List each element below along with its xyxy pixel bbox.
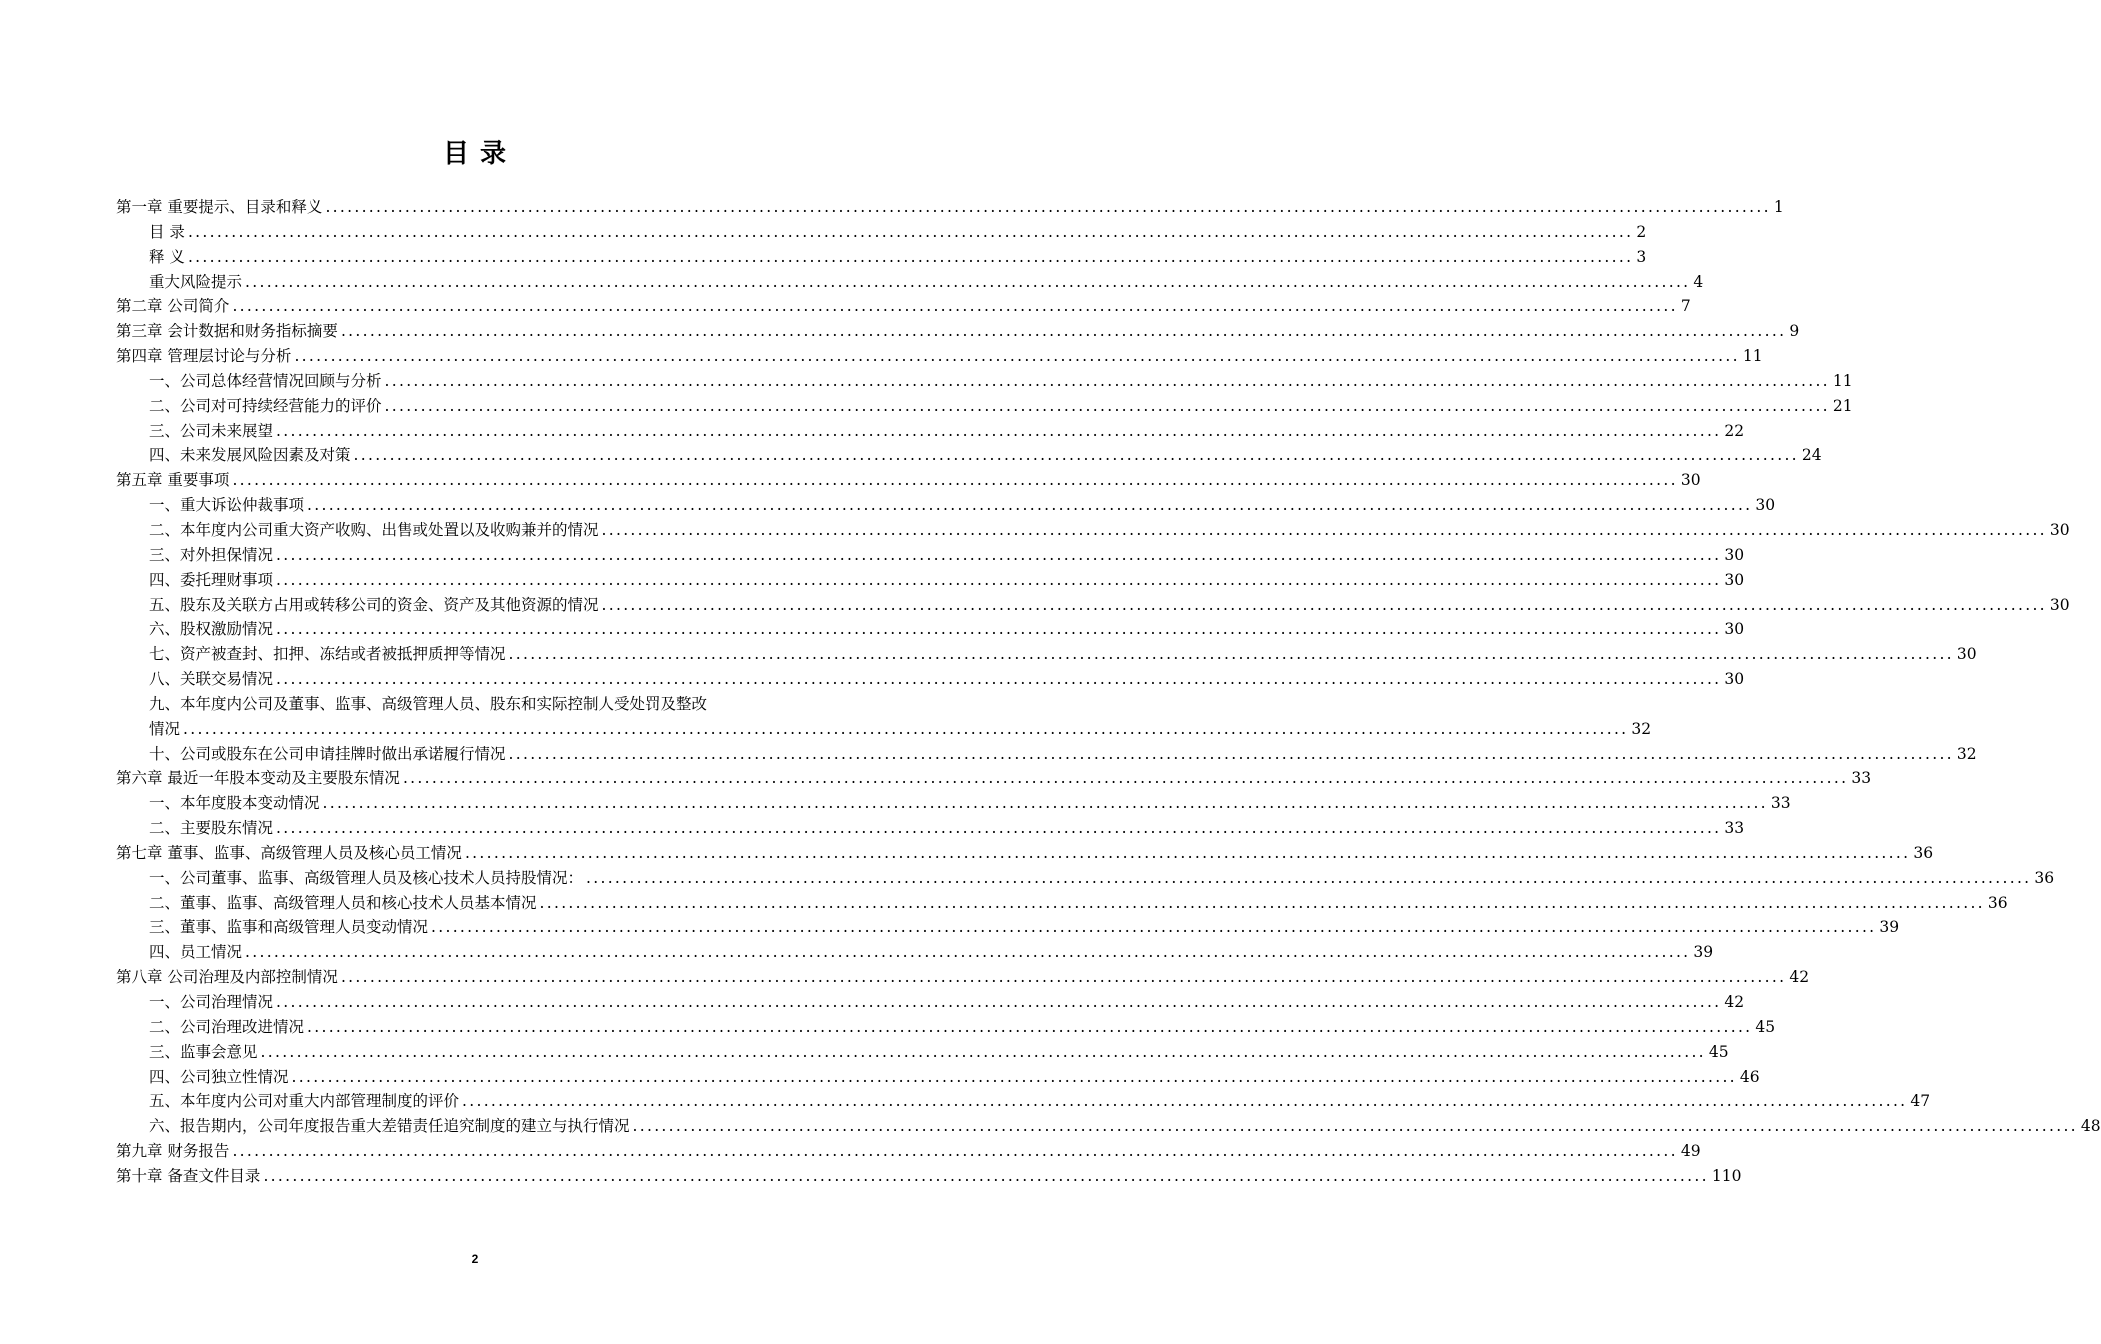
toc-leader-dots: ........................................................................................................................................................................................................ bbox=[263, 1166, 1709, 1185]
toc-entry[interactable] bbox=[116, 841, 1934, 866]
toc-entry-page: 30 bbox=[1956, 645, 1977, 664]
toc-entry[interactable] bbox=[116, 965, 1810, 990]
toc-entry-page: 33 bbox=[1851, 769, 1872, 788]
toc-entry-page: 42 bbox=[1789, 968, 1810, 987]
toc-leader-dots: ........................................................................................................................................................................................................ bbox=[232, 1142, 1678, 1161]
toc-leader-dots: ........................................................................................................................................................................................................ bbox=[276, 421, 1722, 440]
toc-entry[interactable] bbox=[116, 344, 1763, 369]
toc-entry-label: 第六章 最近一年股本变动及主要股东情况 bbox=[116, 769, 400, 788]
toc-leader-dots: ........................................................................................................................................................................................................ bbox=[586, 868, 2032, 887]
toc-entry[interactable] bbox=[116, 766, 1872, 791]
toc-entry-label: 三、公司未来展望 bbox=[149, 421, 274, 440]
toc-leader-dots: ........................................................................................................................................................................................................ bbox=[601, 595, 2047, 614]
toc-leader-dots: ........................................................................................................................................................................................................ bbox=[291, 1067, 1737, 1086]
toc-entry-page: 4 bbox=[1693, 272, 1704, 291]
toc-leader-dots: ........................................................................................................................................................................................................ bbox=[508, 645, 1954, 664]
toc-entry-label: 一、重大诉讼仲裁事项 bbox=[149, 496, 305, 515]
toc-leader-dots: ........................................................................................................................................................................................................ bbox=[232, 297, 1678, 316]
toc-leader-dots: ........................................................................................................................................................................................................ bbox=[276, 570, 1722, 589]
toc-entry-page: 32 bbox=[1956, 744, 1977, 763]
toc-entry[interactable] bbox=[116, 866, 2055, 891]
toc-entry[interactable] bbox=[116, 791, 1791, 816]
toc-leader-dots: ........................................................................................................................................................................................................ bbox=[187, 247, 1634, 266]
toc-entry-page: 2 bbox=[1636, 222, 1647, 241]
toc-entry-page: 45 bbox=[1755, 1017, 1776, 1036]
toc-leader-dots: ........................................................................................................................................................................................................ bbox=[539, 893, 1985, 912]
toc-leader-dots: ........................................................................................................................................................................................................ bbox=[232, 471, 1678, 490]
toc-entry-page: 36 bbox=[1913, 843, 1934, 862]
toc-leader-dots: ........................................................................................................................................................................................................ bbox=[384, 371, 1830, 390]
toc-entry[interactable] bbox=[116, 742, 1977, 767]
toc-entry[interactable] bbox=[116, 816, 1745, 841]
toc-entry[interactable] bbox=[116, 990, 1745, 1015]
toc-leader-dots: ........................................................................................................................................................................................................ bbox=[340, 968, 1787, 987]
toc-entry[interactable] bbox=[116, 940, 1714, 965]
toc-entry-label: 情况 bbox=[149, 719, 181, 738]
toc-entry-page: 22 bbox=[1724, 421, 1745, 440]
toc-entry[interactable] bbox=[116, 642, 1977, 667]
toc-leader-dots: ........................................................................................................................................................................................................ bbox=[187, 222, 1634, 241]
toc-entry-label: 第一章 重要提示、目录和释义 bbox=[116, 198, 323, 216]
toc-entry-label: 二、董事、监事、高级管理人员和核心技术人员基本情况 bbox=[149, 893, 537, 912]
toc-entry-page: 30 bbox=[1680, 471, 1701, 490]
toc-entry[interactable] bbox=[116, 1164, 1742, 1189]
toc-entry-label: 四、员工情况 bbox=[149, 943, 243, 962]
page-number: 2 bbox=[471, 1252, 479, 1266]
toc-entry[interactable] bbox=[116, 915, 1900, 940]
toc-entry[interactable] bbox=[116, 468, 1701, 493]
toc-entry-page: 1 bbox=[1773, 198, 1784, 216]
toc-entry-label: 七、资产被查封、扣押、冻结或者被抵押质押等情况 bbox=[149, 645, 506, 664]
toc-entry-label: 三、董事、监事和高级管理人员变动情况 bbox=[149, 918, 429, 937]
toc-entry[interactable] bbox=[116, 419, 1745, 444]
toc-entry-page: 30 bbox=[1724, 545, 1745, 564]
toc-entry[interactable] bbox=[116, 294, 1691, 319]
toc-entry-page: 46 bbox=[1739, 1067, 1760, 1086]
toc-entry-label: 一、公司董事、监事、高级管理人员及核心技术人员持股情况： bbox=[149, 868, 584, 887]
toc-entry-label: 第九章 财务报告 bbox=[116, 1142, 230, 1161]
toc-entry[interactable] bbox=[116, 443, 1822, 468]
toc-entry-page: 36 bbox=[2034, 868, 2055, 887]
toc-entry[interactable] bbox=[116, 220, 1647, 245]
toc-entry-page: 30 bbox=[1724, 570, 1745, 589]
toc-entry-label: 四、公司独立性情况 bbox=[149, 1067, 289, 1086]
toc-entry-label: 重大风险提示 bbox=[149, 272, 243, 291]
toc-leader-dots: ........................................................................................................................................................................................................ bbox=[276, 670, 1722, 689]
toc-entry[interactable] bbox=[116, 270, 1704, 295]
toc-entry[interactable] bbox=[116, 692, 836, 717]
toc-leader-dots: ........................................................................................................................................................................................................ bbox=[464, 843, 1911, 862]
toc-leader-dots: ........................................................................................................................................................................................................ bbox=[340, 322, 1787, 341]
toc-entry-page: 45 bbox=[1708, 1042, 1729, 1061]
toc-leader-dots: ........................................................................................................................................................................................................ bbox=[276, 620, 1722, 639]
toc-entry-page: 30 bbox=[2049, 520, 2070, 539]
table-of-contents bbox=[116, 195, 2101, 1189]
toc-leader-dots: ........................................................................................................................................................................................................ bbox=[245, 272, 1691, 291]
toc-leader-dots: ........................................................................................................................................................................................................ bbox=[632, 1117, 2078, 1136]
toc-entry-page: 48 bbox=[2080, 1117, 2101, 1136]
toc-entry-page: 9 bbox=[1789, 322, 1800, 341]
toc-leader-dots: ........................................................................................................................................................................................................ bbox=[402, 769, 1849, 788]
toc-entry-page: 36 bbox=[1987, 893, 2008, 912]
toc-entry-label: 九、本年度内公司及董事、监事、高级管理人员、股东和实际控制人受处罚及整改 bbox=[149, 694, 708, 713]
toc-entry[interactable] bbox=[116, 617, 1745, 642]
toc-leader-dots: ........................................................................................................................................................................................................ bbox=[276, 545, 1722, 564]
toc-entry[interactable] bbox=[116, 593, 2070, 618]
toc-leader-dots: ........................................................................................................................................................................................................ bbox=[307, 1017, 1753, 1036]
toc-leader-dots: ........................................................................................................................................................................................................ bbox=[508, 744, 1954, 763]
toc-entry[interactable] bbox=[116, 568, 1745, 593]
toc-entry-page: 110 bbox=[1711, 1166, 1742, 1185]
toc-entry[interactable] bbox=[116, 543, 1745, 568]
toc-entry[interactable] bbox=[116, 369, 1853, 394]
toc-entry[interactable] bbox=[116, 667, 1745, 692]
toc-leader-dots: ........................................................................................................................................................................................................ bbox=[601, 520, 2047, 539]
toc-entry[interactable] bbox=[116, 195, 1784, 220]
toc-leader-dots: ........................................................................................................................................................................................................ bbox=[183, 719, 1629, 738]
page-title: 目 录 bbox=[442, 139, 508, 169]
toc-entry-label: 第十章 备查文件目录 bbox=[116, 1166, 261, 1185]
toc-entry-page: 30 bbox=[2049, 595, 2070, 614]
toc-entry-label: 目 录 bbox=[149, 222, 185, 241]
toc-entry-label: 第五章 重要事项 bbox=[116, 471, 230, 490]
toc-entry[interactable] bbox=[116, 891, 2008, 916]
toc-leader-dots: ........................................................................................................................................................................................................ bbox=[276, 819, 1722, 838]
toc-entry-label: 释 义 bbox=[149, 247, 185, 266]
toc-leader-dots: ........................................................................................................................................................................................................ bbox=[462, 1092, 1908, 1111]
toc-entry-page: 11 bbox=[1832, 371, 1853, 390]
toc-entry-label: 第二章 公司简介 bbox=[116, 297, 230, 316]
toc-entry-page: 39 bbox=[1879, 918, 1900, 937]
toc-entry-page: 30 bbox=[1724, 670, 1745, 689]
toc-entry-label: 八、关联交易情况 bbox=[149, 670, 274, 689]
toc-leader-dots: ........................................................................................................................................................................................................ bbox=[245, 943, 1691, 962]
toc-entry-page: 21 bbox=[1832, 396, 1853, 415]
toc-entry[interactable] bbox=[116, 493, 1776, 518]
toc-entry[interactable] bbox=[116, 394, 1853, 419]
toc-leader-dots: ........................................................................................................................................................................................................ bbox=[431, 918, 1877, 937]
toc-entry-label: 二、公司对可持续经营能力的评价 bbox=[149, 396, 382, 415]
toc-entry-label: 一、公司总体经营情况回顾与分析 bbox=[149, 371, 382, 390]
toc-entry-label: 四、未来发展风险因素及对策 bbox=[149, 446, 351, 465]
toc-entry-label: 二、公司治理改进情况 bbox=[149, 1017, 305, 1036]
toc-leader-dots: ........................................................................................................................................................................................................ bbox=[276, 993, 1722, 1011]
toc-entry[interactable] bbox=[116, 1139, 1701, 1164]
toc-entry-label: 三、对外担保情况 bbox=[149, 545, 274, 564]
toc-entry-label: 十、公司或股东在公司申请挂牌时做出承诺履行情况 bbox=[149, 744, 506, 763]
toc-entry-label: 五、股东及关联方占用或转移公司的资金、资产及其他资源的情况 bbox=[149, 595, 599, 614]
toc-entry-label: 第八章 公司治理及内部控制情况 bbox=[116, 968, 338, 987]
toc-entry-page: 11 bbox=[1742, 347, 1763, 366]
toc-entry-page: 47 bbox=[1910, 1092, 1931, 1111]
toc-entry[interactable] bbox=[116, 1065, 1760, 1090]
toc-leader-dots: ........................................................................................................................................................................................................ bbox=[384, 396, 1830, 415]
toc-entry-label: 四、委托理财事项 bbox=[149, 570, 274, 589]
toc-entry-page: 33 bbox=[1770, 794, 1791, 813]
toc-entry-page: 33 bbox=[1724, 819, 1745, 838]
toc-entry[interactable] bbox=[116, 1114, 2101, 1139]
toc-entry-label: 二、本年度内公司重大资产收购、出售或处置以及收购兼并的情况 bbox=[149, 520, 599, 539]
toc-leader-dots: ........................................................................................................................................................................................................ bbox=[294, 347, 1740, 366]
toc-entry-page: 30 bbox=[1755, 496, 1776, 515]
toc-entry-label: 第四章 管理层讨论与分析 bbox=[116, 347, 292, 366]
toc-entry-label: 二、主要股东情况 bbox=[149, 819, 274, 838]
toc-entry-page: 24 bbox=[1801, 446, 1822, 465]
toc-entry-label: 六、股权激励情况 bbox=[149, 620, 274, 639]
toc-leader-dots: ........................................................................................................................................................................................................ bbox=[322, 794, 1768, 813]
toc-entry[interactable] bbox=[116, 1015, 1776, 1040]
toc-entry-page: 49 bbox=[1680, 1142, 1701, 1161]
toc-leader-dots: ........................................................................................................................................................................................................ bbox=[260, 1042, 1706, 1061]
toc-entry-label: 六、报告期内，公司年度报告重大差错责任追究制度的建立与执行情况 bbox=[149, 1117, 630, 1136]
toc-entry-label: 一、本年度股本变动情况 bbox=[149, 794, 320, 813]
toc-entry-label: 第三章 会计数据和财务指标摘要 bbox=[116, 322, 338, 341]
toc-entry[interactable] bbox=[116, 717, 1652, 742]
toc-entry[interactable] bbox=[116, 245, 1647, 270]
toc-entry-page: 30 bbox=[1724, 620, 1745, 639]
toc-entry[interactable] bbox=[116, 1089, 1931, 1114]
toc-leader-dots: ........................................................................................................................................................................................................ bbox=[325, 198, 1771, 216]
toc-entry[interactable] bbox=[116, 319, 1800, 344]
toc-entry[interactable] bbox=[116, 1040, 1729, 1065]
toc-entry-label: 三、监事会意见 bbox=[149, 1042, 258, 1061]
toc-entry-label: 第七章 董事、监事、高级管理人员及核心员工情况 bbox=[116, 843, 462, 862]
toc-entry-page: 7 bbox=[1680, 297, 1691, 316]
toc-entry-label: 一、公司治理情况 bbox=[149, 993, 274, 1011]
toc-leader-dots: ........................................................................................................................................................................................................ bbox=[353, 446, 1799, 465]
toc-entry[interactable] bbox=[116, 518, 2070, 543]
toc-entry-page: 39 bbox=[1693, 943, 1714, 962]
toc-entry-page: 42 bbox=[1724, 993, 1745, 1011]
toc-entry-page: 3 bbox=[1636, 247, 1647, 266]
toc-entry-page: 32 bbox=[1631, 719, 1652, 738]
toc-leader-dots: ........................................................................................................................................................................................................ bbox=[307, 496, 1753, 515]
toc-entry-label: 五、本年度内公司对重大内部管理制度的评价 bbox=[149, 1092, 460, 1111]
